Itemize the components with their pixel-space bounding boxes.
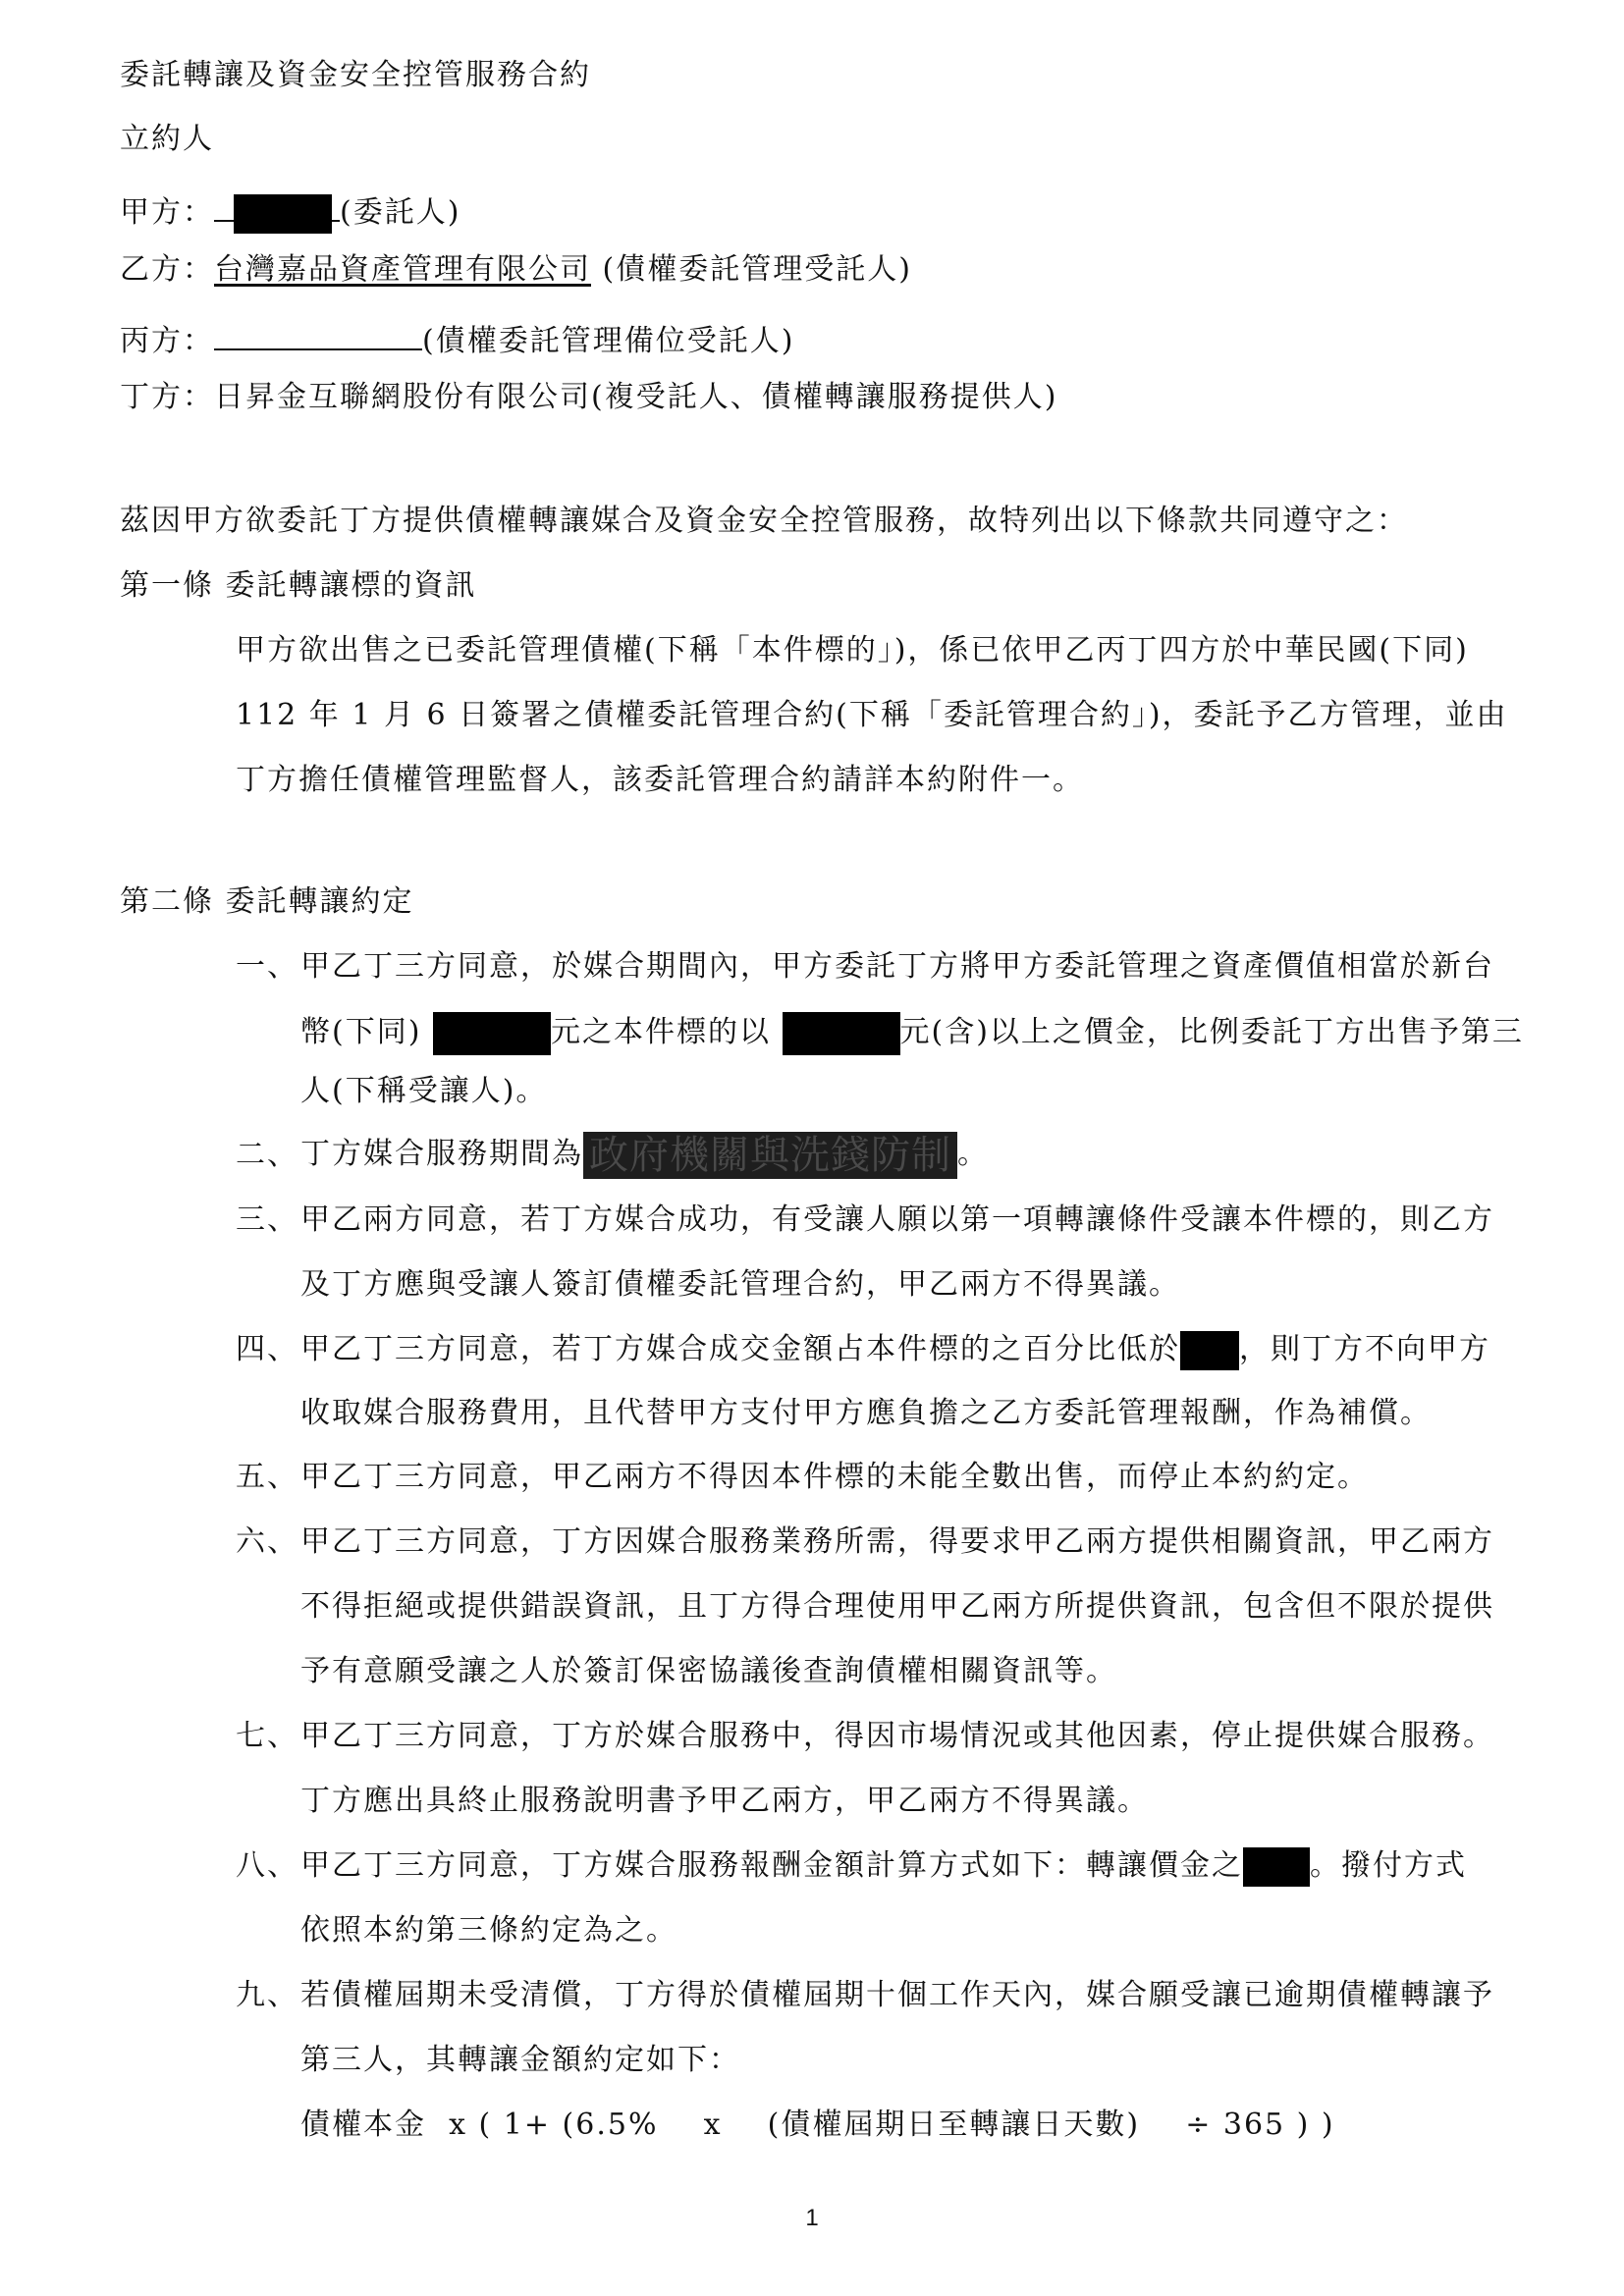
party-a-line xyxy=(120,190,460,234)
party-a-blank-left xyxy=(214,190,234,222)
party-d-line xyxy=(120,380,1058,414)
party-b-role: (債權委託管理受託人) xyxy=(602,252,912,287)
item-4-number: 四、 xyxy=(236,1332,298,1366)
item-8-number: 八、 xyxy=(236,1848,298,1883)
article-1-line-1: 甲方欲出售之已委託管理債權(下稱「本件標的」)，係已依甲乙丙丁四方於中華民國(下同) xyxy=(236,633,1469,667)
party-a-label: 甲方： xyxy=(120,195,214,230)
item-3-line-1: 甲乙兩方同意，若丁方媒合成功，有受讓人願以第一項轉讓條件受讓本件標的，則乙方 xyxy=(300,1202,1494,1237)
item-9-number: 九、 xyxy=(236,1978,298,2012)
item-1-line-1: 甲乙丁三方同意，於媒合期間內，甲方委託丁方將甲方委託管理之資產價值相當於新台 xyxy=(300,949,1494,984)
party-c-label: 丙方： xyxy=(120,324,214,358)
item-2-line xyxy=(300,1132,989,1179)
party-c-role: (債權委託管理備位受託人) xyxy=(422,324,795,358)
item-4-text-b: ，則丁方不向甲方 xyxy=(1239,1332,1490,1366)
document-title: 委託轉讓及資金安全控管服務合約 xyxy=(120,58,591,92)
item-9-formula: 債權本金 x ( 1+ (6.5% x (債權屆期日至轉讓日天數) ÷ 365 ) ) xyxy=(300,2108,1335,2142)
item-8-line-1 xyxy=(300,1847,1467,1887)
item-6-line-3: 予有意願受讓之人於簽訂保密協議後查詢債權相關資訊等。 xyxy=(300,1654,1117,1688)
article-1-heading: 第一條 委託轉讓標的資訊 xyxy=(120,568,477,603)
item-7-number: 七、 xyxy=(236,1719,298,1753)
item-1-prefix: 幣(下同) xyxy=(300,1015,422,1049)
page-number: 1 xyxy=(805,2205,819,2231)
item-8-rate-redaction xyxy=(1243,1847,1310,1887)
party-d-label: 丁方： xyxy=(120,380,214,414)
item-1-middle: 元之本件標的以 xyxy=(550,1015,771,1049)
item-1-price-redaction xyxy=(783,1012,900,1055)
item-9-line-2: 第三人，其轉讓金額約定如下： xyxy=(300,2043,740,2077)
item-2-number: 二、 xyxy=(236,1138,298,1172)
item-3-number: 三、 xyxy=(236,1202,298,1237)
item-1-suffix: 元(含)以上之價金，比例委託丁方出售予第三 xyxy=(899,1015,1524,1049)
item-7-line-2: 丁方應出具終止服務說明書予甲乙兩方，甲乙兩方不得異議。 xyxy=(300,1784,1149,1818)
parties-heading: 立約人 xyxy=(120,122,214,156)
item-4-line-2: 收取媒合服務費用，且代替甲方支付甲方應負擔之乙方委託管理報酬，作為補償。 xyxy=(300,1396,1432,1430)
item-2-text: 丁方媒合服務期間為 xyxy=(300,1137,583,1171)
item-3-line-2: 及丁方應與受讓人簽訂債權委託管理合約，甲乙兩方不得異議。 xyxy=(300,1267,1180,1302)
item-2-end: 。 xyxy=(957,1137,989,1171)
article-1-line-2: 112 年 1 月 6 日簽署之債權委託管理合約(下稱「委託管理合約」)，委託予乙方管理，並由 xyxy=(236,698,1508,732)
item-6-line-1: 甲乙丁三方同意，丁方因媒合服務業務所需，得要求甲乙兩方提供相關資訊，甲乙兩方 xyxy=(300,1524,1494,1559)
preamble: 茲因甲方欲委託丁方提供債權轉讓媒合及資金安全控管服務，故特列出以下條款共同遵守之： xyxy=(120,504,1408,538)
party-a-role: (委託人) xyxy=(340,195,461,230)
item-5-number: 五、 xyxy=(236,1460,298,1494)
item-4-percent-redaction xyxy=(1180,1331,1239,1370)
party-a-blank-right xyxy=(332,190,340,222)
item-4-line-1 xyxy=(300,1331,1490,1370)
item-1-line-3: 人(下稱受讓人)。 xyxy=(300,1074,548,1108)
item-6-number: 六、 xyxy=(236,1524,298,1559)
item-8-line-2: 依照本約第三條約定為之。 xyxy=(300,1913,677,1948)
party-d-text: 日昇金互聯網股份有限公司(複受託人、債權轉讓服務提供人) xyxy=(214,380,1058,414)
item-8-text-a: 甲乙丁三方同意，丁方媒合服務報酬金額計算方式如下：轉讓價金之 xyxy=(300,1848,1243,1883)
party-c-line xyxy=(120,319,794,356)
party-b-name: 台灣嘉品資產管理有限公司 xyxy=(214,252,591,287)
party-a-redaction xyxy=(234,194,332,234)
item-8-text-b: 。撥付方式 xyxy=(1310,1848,1467,1883)
party-b-line xyxy=(120,252,912,287)
item-9-line-1: 若債權屆期未受清償，丁方得於債權屆期十個工作天內，媒合願受讓已逾期債權轉讓予 xyxy=(300,1978,1494,2012)
item-7-line-1: 甲乙丁三方同意，丁方於媒合服務中，得因市場情況或其他因素，停止提供媒合服務。 xyxy=(300,1719,1494,1753)
item-2-period-watermark: 政府機關與洗錢防制 xyxy=(583,1132,957,1179)
party-c-blank xyxy=(214,319,422,350)
article-1-line-3: 丁方擔任債權管理監督人，該委託管理合約請詳本約附件一。 xyxy=(236,763,1084,797)
article-2-heading: 第二條 委託轉讓約定 xyxy=(120,884,414,919)
item-6-line-2: 不得拒絕或提供錯誤資訊，且丁方得合理使用甲乙兩方所提供資訊，包含但不限於提供 xyxy=(300,1589,1494,1624)
item-4-text-a: 甲乙丁三方同意，若丁方媒合成交金額占本件標的之百分比低於 xyxy=(300,1332,1180,1366)
party-b-label: 乙方： xyxy=(120,252,214,287)
item-1-line-2 xyxy=(300,1012,1524,1055)
item-1-amount-redaction xyxy=(433,1012,551,1055)
item-1-number: 一、 xyxy=(236,949,298,984)
item-5-line: 甲乙丁三方同意，甲乙兩方不得因本件標的未能全數出售，而停止本約約定。 xyxy=(300,1460,1369,1494)
